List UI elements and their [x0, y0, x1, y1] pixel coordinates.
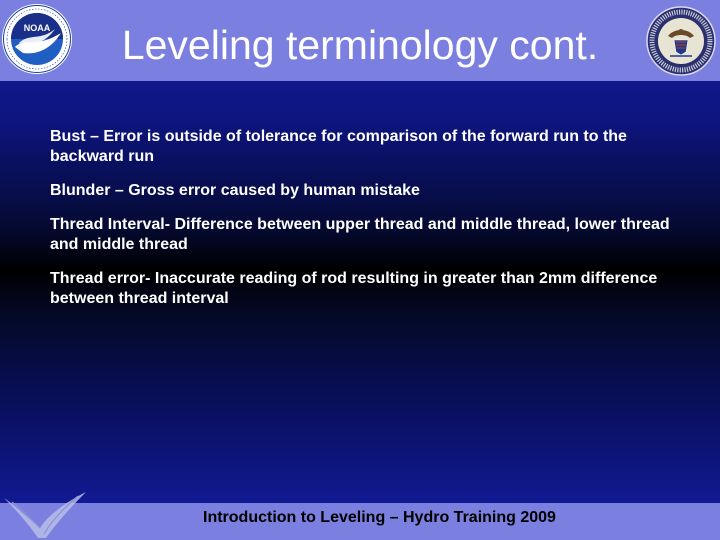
page-title: Leveling terminology cont. — [121, 22, 599, 68]
term-thread-error: Thread error- Inaccurate reading of rod resulting in greater than 2mm difference between thread interval — [50, 270, 658, 307]
seagull-watermark-icon — [2, 488, 88, 540]
footer-title: Introduction to Leveling – Hydro Training 2009 — [203, 509, 556, 526]
terms-list — [50, 127, 670, 323]
term-thread-interval: Thread Interval- Difference between upper thread and middle thread, lower thread and middle thread — [50, 216, 670, 253]
svg-text:NOAA: NOAA — [23, 23, 51, 33]
term-bust: Bust – Error is outside of tolerance for comparison of the forward run to the backward run — [50, 128, 627, 165]
term-blunder: Blunder – Gross error caused by human mistake — [50, 182, 420, 199]
noaa-corps-seal-icon — [646, 6, 716, 76]
